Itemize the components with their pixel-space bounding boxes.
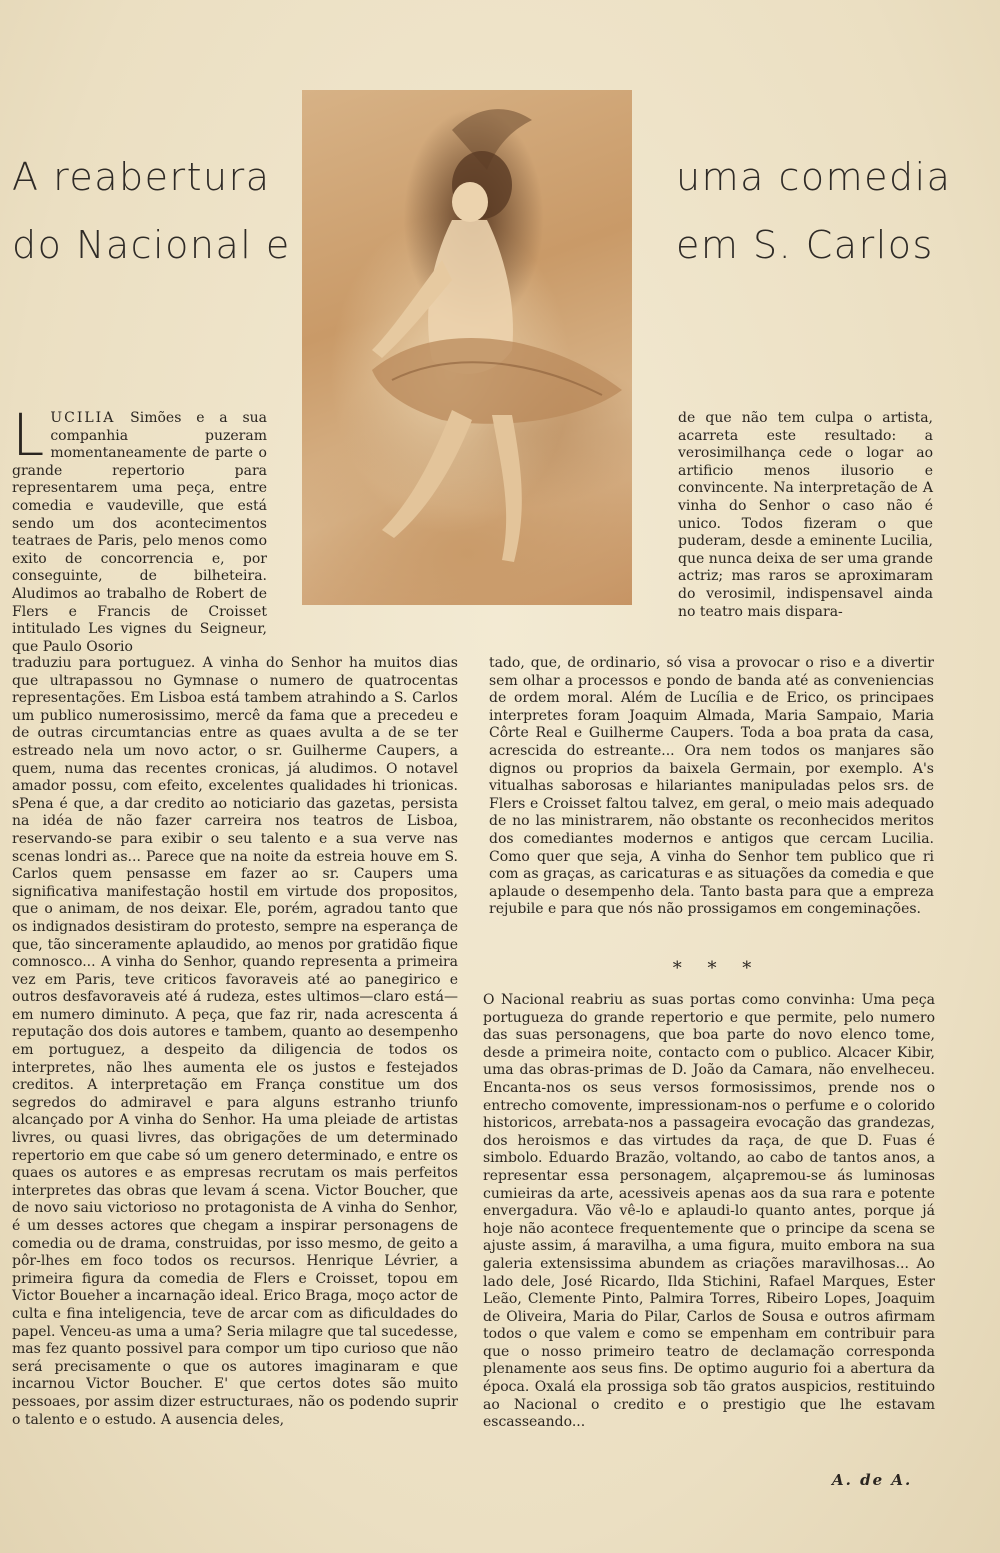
- right-bottom-column: O Nacional reabriu as suas portas como convinha: Uma peça portugueza do grande repertorio e que permite, pelo numero das suas personagens, que boa parte do novo elenco tome, desde a primeira noite, contacto com o publico. Alcacer Kibir, uma das obras-primas de D. João da Camara, não envelheceu. Encanta-nos os seus versos formosissimos, prende nos o entrecho comovente, impressionam-nos o perfume e o colorido historicos, arrebata-nos a passageira evocação das grandezas, dos heroismos e das virtudes da raça, de que D. Fuas é simbolo. Eduardo Brazão, voltando, ao cabo de tantos anos, a representar essa personagem, alçapremou-se ás luminosas cumieiras da arte, acessiveis apenas aos da sua rara e potente envergadura. Vão vê-lo e aplaudi-lo quanto antes, porque já hoje não acontece frequentemente que o principe da scena se ajuste assim, á maravilha, a uma figura, muito embora na sua galeria extensissima abundem as criações maravilhosas... Ao lado dele, José Ricardo, Ilda Stichini, Rafael Marques, Ester Leão, Clemente Pinto, Palmira Torres, Ribeiro Lopes, Joaquim de Oliveira, Maria do Pilar, Carlos de Sousa e outros afirmam todos o que valem e como se empenham em contribuir para que o nosso primeiro teatro de declamação corresponda plenamente aos seus fins. De optimo augurio foi a abertura da época. Oxalá ela prossiga sob tão gratos auspicios, restituindo ao Nacional o credito e o prestigio que lhe estavam escasseando...: [483, 992, 935, 1431]
- left-main-column: traduziu para portuguez. A vinha do Senhor ha muitos dias que ultrapassou no Gymnase o numero de quatrocentas representações. Em Lisboa está tambem atrahindo a S. Carlos um publico numerosissimo, mercê da fama que a precedeu e de outras circumtancias entre as quaes avulta a de se ter estreado nela um novo actor, o sr. Guilherme Caupers, a quem, numa das recentes cronicas, já aludimos. O notavel amador possu, com efeito, excelentes qualidades hi trionicas. sPena é que, a dar credito ao noticiario das gazetas, persista na idéa de não fazer carreira nos teatros de Lisboa, reservando-se para exibir o seu talento e a sua verve nas scenas londri as... Parece que na noite da estreia houve em S. Carlos quem pensasse em fazer ao sr. Caupers uma significativa manifestação hostil em virtude dos propositos, que o animam, de nos deixar. Ele, porém, agradou tanto que os indignados desistiram do protesto, sempre na esperança de que, tão sinceramente aplaudido, ao menos por gratidão fique comnosco... A vinha do Senhor, quando representa a primeira vez em Paris, teve criticos favoraveis até ao panegirico e outros desfavoraveis até á rudeza, estes ultimos—claro está—em numero diminuto. A peça, que faz rir, nada acrescenta á reputação dos dois autores e tambem, quanto ao desempenho em portuguez, a despeito da diligencia de todos os interpretes, não lhes aumenta ele os justos e festejados creditos. A interpretação em França constitue um dos segredos do admiravel e para alguns estranho triunfo alcançado por A vinha do Senhor. Ha uma pleiade de artistas livres, ou quasi livres, das obrigações de um determinado repertorio em que cabe só um genero determinado, e entre os quaes os autores e as empresas recrutam os mais perfeitos interpretes das obras que levam á scena. Victor Boucher, que de novo saiu victorioso no protagonista de A vinha do Senhor, é um desses actores que chegam a inspirar personagens de comedia ou de drama, construidas, por isso mesmo, de geito a pôr-lhes em foco todos os recursos. Henrique Lévrier, a primeira figura da comedia de Flers e Croisset, topou em Victor Boueher a incarnação ideal. Erico Braga, moço actor de culta e fina inteligencia, teve de arcar com as dificuldades do papel. Venceu-as uma a uma? Seria milagre que tal sucedesse, mas fez quanto possivel para compor um tipo curioso que não será precisamente o que os autores imaginaram e que incarnou Victor Boucher. E' que certos dotes são muito pessoaes, por assim dizer estructuraes, não os podendo suprir o talento e o estudo. A ausencia deles,: [12, 655, 458, 1428]
- section-divider: * * *: [672, 958, 762, 979]
- dancer-photo: [302, 90, 632, 605]
- dancer-illustration: [302, 90, 632, 605]
- right-main-column: tado, que, de ordinario, só visa a provocar o riso e a divertir sem olhar a processos e pondo de banda até as conveniencias de ordem moral. Além de Lucília e de Erico, os principaes interpretes foram Joaquim Almada, Maria Sampaio, Maria Côrte Real e Guilherme Caupers. Toda a boa prata da casa, acrescida do estreante... Ora nem todos os manjares são dignos ou proprios da baixela Germain, por exemplo. A's vitualhas saborosas e hilariantes manipuladas pelos srs. de Flers e Croisset faltou talvez, em geral, o meio mais adequado de no las ministrarem, não obstante os reconhecidos meritos dos comediantes modernos e antigos que cercam Lucilia. Como quer que seja, A vinha do Senhor tem publico que ri com as graças, as caricaturas e as situações da comedia e que aplaude o desempenho dela. Tanto basta para que a empreza rejubile e para que nós não prossigamos em congeminações.: [489, 655, 934, 918]
- intro-text: Simões e a sua companhia puzeram momentaneamente de parte o grande repertorio para representarem uma peça, entre comedia e vaudeville, que está sendo um dos acontecimentos teatraes de Paris, pelo menos como exito de concorrencia e, por conseguinte, de bilheteira. Aludimos ao trabalho de Robert de Flers e Francis de Croisset intitulado Les vignes du Seigneur, que Paulo Osorio: [12, 410, 268, 655]
- headline-left: A reabertura do Nacional e: [12, 155, 291, 267]
- author-signature: A. de A.: [832, 1471, 913, 1489]
- intro-paragraph: [12, 401, 268, 656]
- right-top-column: de que não tem culpa o artista, acarreta este resultado: a verosimilhança cede o logar ao artificio menos ilusorio e convincente. Na interpretação de A vinha do Senhor o caso não é unico. Todos fizeram o que puderam, desde a eminente Lucilia, que nunca deixa de ser uma grande actriz; mas raros se aproximaram do verosimil, indispensavel ainda no teatro mais dispara-: [678, 410, 933, 620]
- intro-lead-word: UCILIA: [50, 410, 116, 426]
- headline-right: uma comedia em S. Carlos: [676, 155, 952, 267]
- drop-cap: L: [12, 401, 45, 469]
